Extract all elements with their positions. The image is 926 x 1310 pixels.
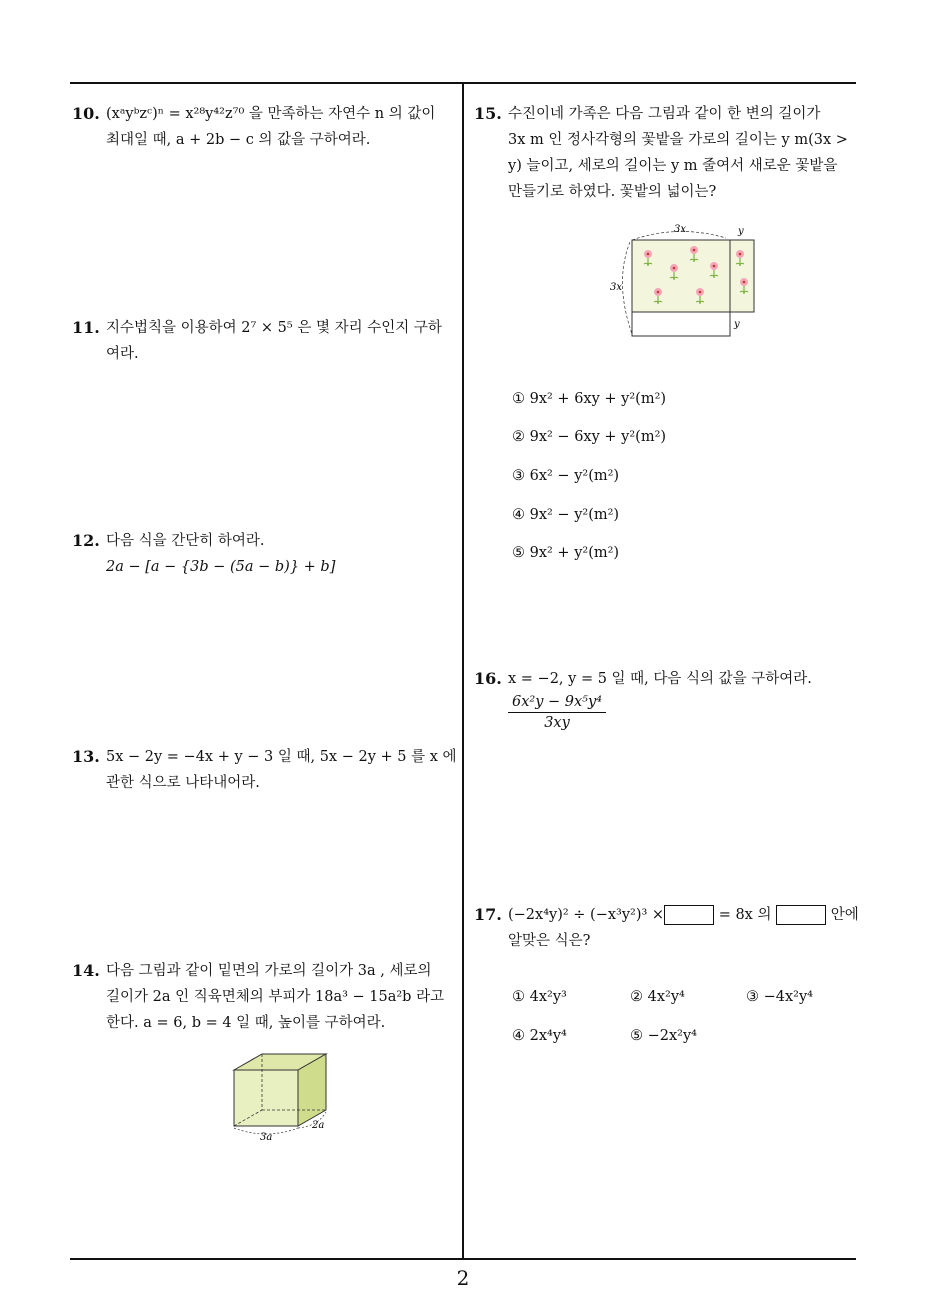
question-number: 16. [474,669,502,688]
question-text-line: 다음 식을 간단히 하여라. [106,533,265,549]
question-11 [72,315,460,367]
choice-5[interactable]: ⑤ −2x²y⁴ [630,1028,697,1044]
left-length-label: 3x [610,282,623,293]
question-text-line: 만들기로 하였다. 꽃밭의 넓이는? [508,184,717,200]
question-number: 17. [474,905,502,924]
question-text-line: 수진이네 가족은 다음 그림과 같이 한 변의 길이가 [508,106,821,122]
question-text-line: 최대일 때, a + 2b − c 의 값을 구하여라. [106,132,371,148]
choice-1[interactable]: ① 4x²y³ [512,989,567,1005]
right-bottom-label: y [734,319,740,330]
question-13 [72,744,460,796]
right-top-label: y [738,226,744,237]
question-number: 14. [72,961,100,980]
width-label: 3a [260,1132,273,1143]
choice-4[interactable]: ④ 9x² − y²(m²) [512,507,620,523]
choice-3[interactable]: ③ 6x² − y²(m²) [512,468,620,484]
question-text-line: 한다. a = 6, b = 4 일 때, 높이를 구하여라. [106,1015,386,1031]
depth-label: 2a [312,1120,325,1131]
numerator: 6x²y − 9x⁵y⁴ [508,692,606,713]
question-number: 11. [72,318,100,337]
question-number: 12. [72,531,100,550]
expression: 2a − [a − {3b − (5a − b)} + b] [106,559,336,575]
question-text-line: 3x m 인 정사각형의 꽃밭을 가로의 길이는 y m(3x > [508,132,848,148]
choice-1[interactable]: ① 9x² + 6xy + y²(m²) [512,391,667,407]
question-text-line: 관한 식으로 나타내어라. [106,775,260,791]
fraction-expression [508,692,606,733]
question-text-line: (xᵃyᵇzᶜ)ⁿ = x²⁸y⁴²z⁷⁰ 을 만족하는 자연수 n 의 값이 [106,106,436,122]
question-text-line: 길이가 2a 인 직육면체의 부피가 18a³ − 15a²b 라고 [106,989,445,1005]
question-number: 13. [72,747,100,766]
column-divider [462,82,464,1259]
choice-5[interactable]: ⑤ 9x² + y²(m²) [512,545,620,561]
question-12 [72,528,460,580]
question-text-part: (−2x⁴y)² ÷ (−x³y²)³ × [508,907,665,923]
question-text-line: x = −2, y = 5 일 때, 다음 식의 값을 구하여라. [508,671,812,687]
question-text-line: 5x − 2y = −4x + y − 3 일 때, 5x − 2y + 5 를 x 에 [106,749,457,765]
answer-blank [664,905,714,925]
question-16 [474,666,862,733]
cuboid-figure [226,1048,336,1148]
choice-2[interactable]: ② 4x²y⁴ [630,989,685,1005]
page-number: 2 [456,1266,470,1290]
choice-2[interactable]: ② 9x² − 6xy + y²(m²) [512,429,667,445]
question-14 [72,958,460,1036]
top-length-label: 3x [674,224,687,235]
question-text-part: 안에 [830,907,859,923]
question-text-line: 알맞은 식은? [508,933,591,949]
question-number: 10. [72,104,100,123]
choice-3[interactable]: ③ −4x²y⁴ [746,989,813,1005]
question-text-part: = 8x 의 [718,907,772,923]
denominator: 3xy [544,715,570,731]
question-number: 15. [474,104,502,123]
answer-blank [776,905,826,925]
choice-4[interactable]: ④ 2x⁴y⁴ [512,1028,567,1044]
question-text-line: 지수법칙을 이용하여 2⁷ × 5⁵ 은 몇 자리 수인지 구하 [106,320,442,336]
question-15 [474,101,862,205]
question-text-line: 다음 그림과 같이 밑면의 가로의 길이가 3a , 세로의 [106,963,432,979]
garden-figure [606,220,766,344]
question-10 [72,101,460,153]
question-17 [474,902,862,954]
question-text-line: y) 늘이고, 세로의 길이는 y m 줄여서 새로운 꽃밭을 [508,158,838,174]
question-text-line: 여라. [106,346,139,362]
